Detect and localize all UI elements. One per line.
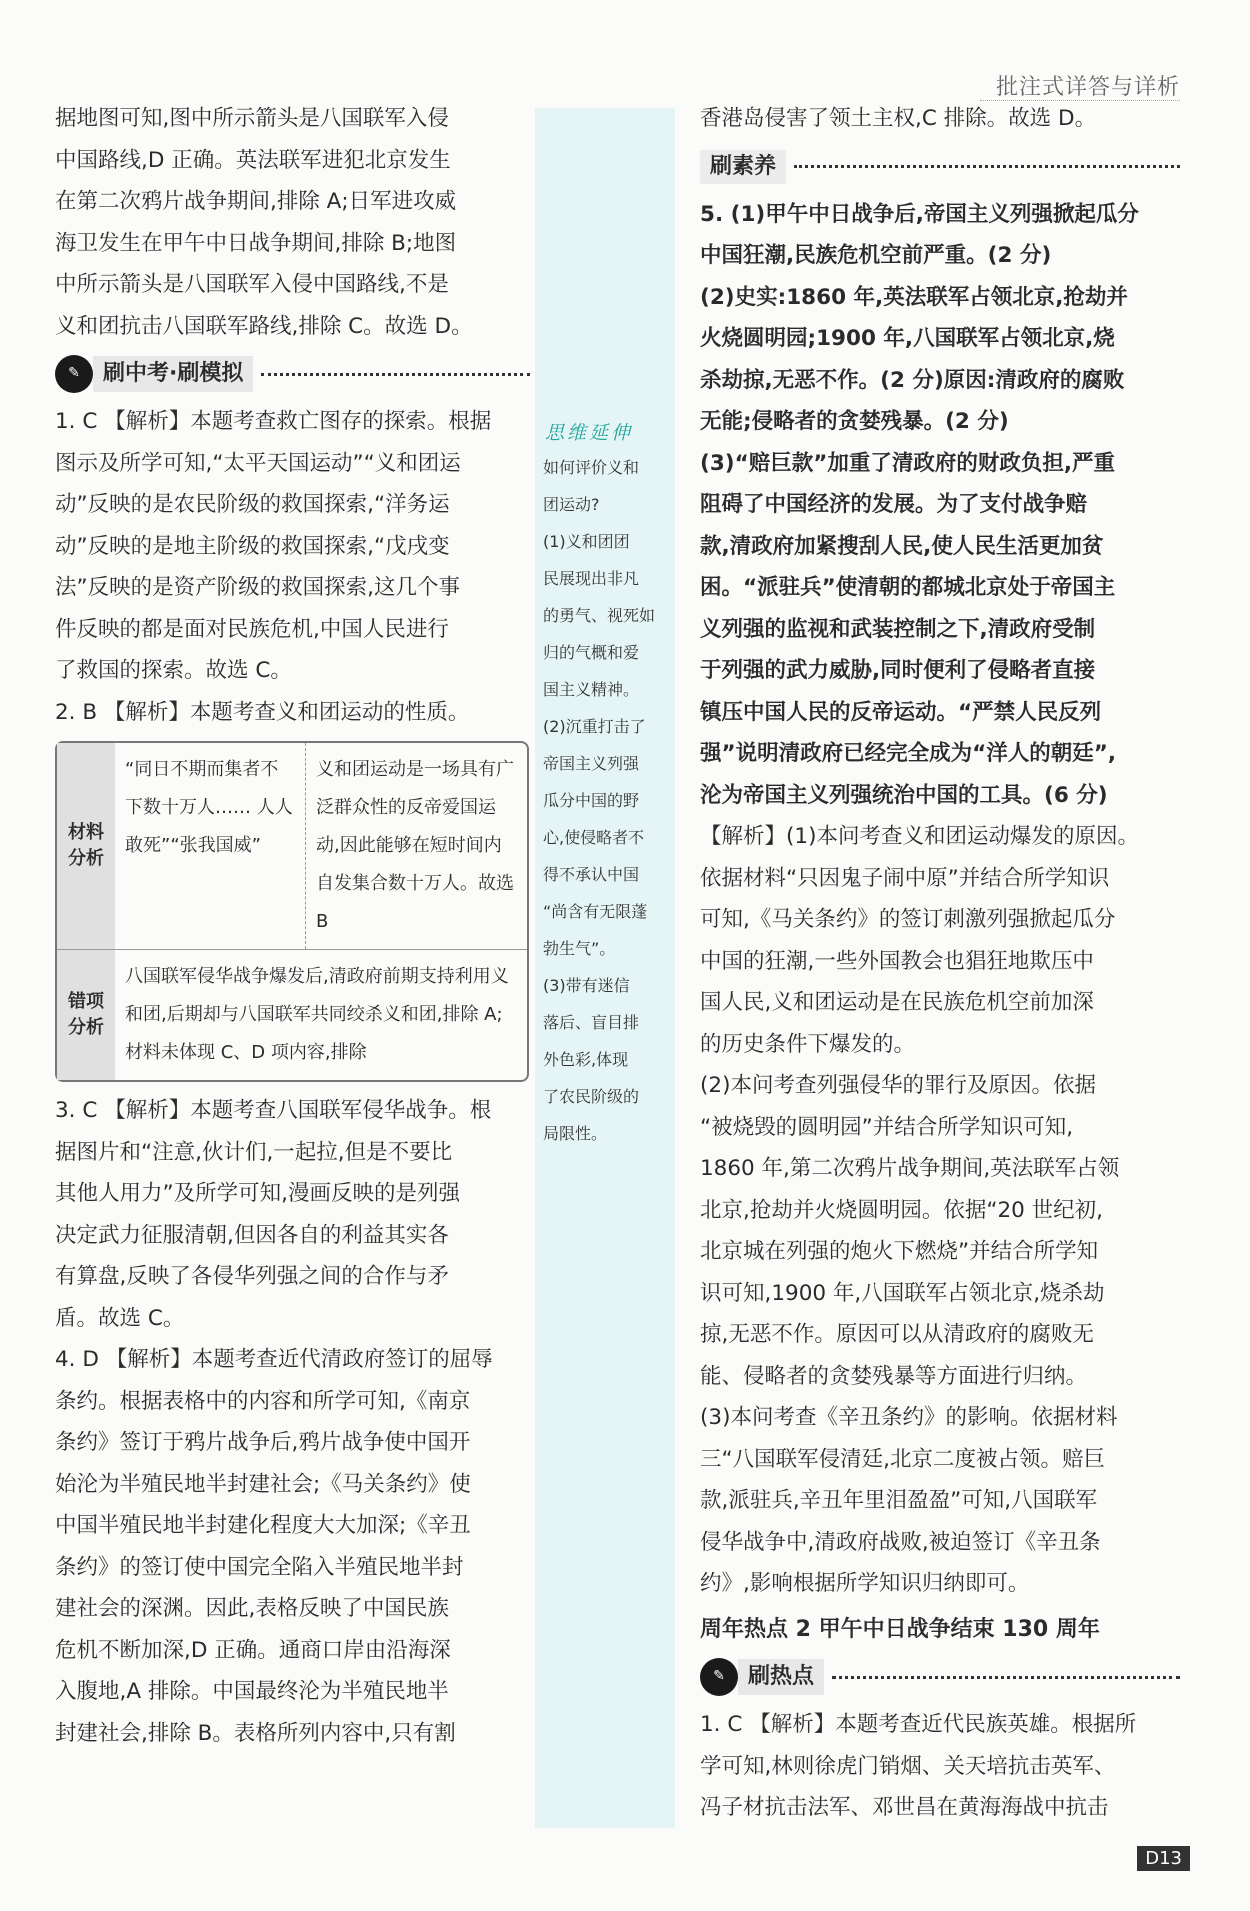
sidebar-title: 思维延伸 [545,422,634,444]
analysis-5: 【解析】(1)本问考查义和团运动爆发的原因。 依据材料“只因鬼子闹中原”并结合所学知识 可知,《马关条约》的签订刺激列强掀起瓜分 中国的狂潮,一些外国教会也猖狂地欺压中 国人民,义和团运动是在民族危机空前加深 的历史条件下爆发的。 (2)本问考查列强侵华的罪行及原因。依据 “被烧毁的圆明园”并结合所学知识可知, 1860 年,第二次鸦片战争期间,英法联军占领 北京,抢劫并火烧圆明园。依据“20 世纪初, 北京城在列强的炮火下燃烧”并结合所学知 识可知,1900 年,八国联军占领北京,烧杀劫 掠,无恶不作。原因可以从清政府的腐败无 能、侵略者的贪婪残暴等方面进行归纳。 (3)本问考查《辛丑条约》的影响。依据材料 三“八国联军侵清廷,北京二度被占领。赔巨 款,派驻兵,辛丑年里泪盈盈”可知,八国联军 侵华战争中,清政府战败,被迫签订《辛丑条 约》,影响根据所学知识归纳即可。 [700,824,1139,1596]
section-hot: ✎ 刷热点 [700,1654,1180,1700]
sidebar-text: 如何评价义和 团运动? (1)义和团团 民展现出非凡 的勇气、视死如 归的气概和爱 国主义精神。 (2)沉重打击了 帝国主义列强 瓜分中国的野 心,使侵略者不 得不承认中国 “尚含有无限蓬 勃生气”。 (3)带有迷信 落后、盲目排 外色彩,体现 了农民阶级的 局限性。 [543,458,656,1143]
answer-3: 3. C 【解析】本题考查八国联军侵华战争。根 据图片和“注意,伙计们,一起拉,但是不要比 其他人用力”及所学可知,漫画反映的是列强 决定武力征服清朝,但因各自的利益其实各 有算盘,反映了各侵华列强之间的合作与矛 盾。故选 C。 [55,1098,492,1331]
table-head-wrong: 错项分析 [57,950,115,1080]
answer-5: 5. (1)甲午中日战争后,帝国主义列强掀起瓜分 中国狂潮,民族危机空前严重。(2 分) (2)史实:1860 年,英法联军占领北京,抢劫并 火烧圆明园;1900 年,八国联军占领北京,烧 杀劫掠,无恶不作。(2 分)原因:清政府的腐败 无能;侵略者的贪婪残暴。(2 分) (3)“赔巨款”加重了清政府的财政负担,严重 阻碍了中国经济的发展。为了支付战争赔 款,清政府加紧搜刮人民,使人民生活更加贫 困。“派驻兵”使清朝的都城北京处于帝国主 义列强的监视和武装控制之下,清政府受制 于列强的武力威胁,同时便利了侵略者直接 镇压中国人民的反帝运动。“严禁人民反列 强”说明清政府已经完全成为“洋人的朝廷”, 沦为帝国主义列强统治中国的工具。(6 分) [700,201,1139,808]
table-head-material: 材料分析 [57,743,115,949]
answer-1: 1. C 【解析】本题考查救亡图存的探索。根据 图示及所学可知,“太平天国运动”“义和团运 动”反映的是农民阶级的救国探索,“洋务运 动”反映的是地主阶级的救国探索,“戊戌变 法”反映的是资产阶级的救国探索,这几个事 件反映的都是面对民族危机,中国人民进行 了救国的探索。故选 C。 [55,409,492,683]
topic-heading: 周年热点 2 甲午中日战争结束 130 周年 [700,1616,1100,1642]
pencil-badge-icon: ✎ [55,355,93,393]
intro-text: 据地图可知,图中所示箭头是八国联军入侵 中国路线,D 正确。英法联军进犯北京发生 在第二次鸦片战争期间,排除 A;日军进攻威 海卫发生在甲午中日战争期间,排除 B;地图 中所示箭头是八国联军入侵中国路线,不是 义和团抗击八国联军路线,排除 C。故选 D。 [55,106,473,339]
table-cell-wrong: 八国联军侵华战争爆发后,清政府前期支持利用义和团,后期却与八国联军共同绞杀义和团,排除 A;材料未体现 C、D 项内容,排除 [125,966,509,1063]
left-column [55,98,530,1754]
header-title: 批注式详答与详析 [995,75,1180,100]
table-cell-analysis: 义和团运动是一场具有广泛群众性的反帝爱国运动,因此能够在短时间内自发集合数十万人。故选 B [316,759,514,932]
answer-2: 2. B 【解析】本题考查义和团运动的性质。 [55,699,470,725]
dotted-divider [832,1676,1180,1679]
dotted-divider [261,373,530,376]
hot-answer-1: 1. C 【解析】本题考查近代民族英雄。根据所 学可知,林则徐虎门销烟、关天培抗击英军、 冯子材抗击法军、邓世昌在黄海海战中抗击 [700,1712,1137,1820]
sidebar-thinking [535,108,675,1828]
section-mock-exam: ✎ 刷中考·刷模拟 [55,351,530,397]
page-number: D13 [1137,1846,1190,1871]
right-column [700,98,1180,1829]
answer-4: 4. D 【解析】本题考查近代清政府签订的屈辱 条约。根据表格中的内容和所学可知,《南京 条约》签订于鸦片战争后,鸦片战争使中国开 始沦为半殖民地半封建社会;《马关条约》使 中国半殖民地半封建化程度大大加深;《辛丑 条约》的签订使中国完全陷入半殖民地半封 建社会的深渊。因此,表格反映了中国民族 危机不断加深,D 正确。通商口岸由沿海深 入腹地,A 排除。中国最终沦为半殖民地半 封建社会,排除 B。表格所列内容中,只有割 [55,1347,493,1746]
analysis-table [55,741,529,1082]
table-cell-quote: “同日不期而集者不下数十万人…… 人人敢死”“张我国威” [115,743,306,949]
dotted-divider [794,165,1180,168]
pencil-badge-icon: ✎ [700,1658,738,1696]
right-top-text: 香港岛侵害了领土主权,C 排除。故选 D。 [700,106,1097,131]
section-literacy: 刷素养 [700,144,1180,190]
